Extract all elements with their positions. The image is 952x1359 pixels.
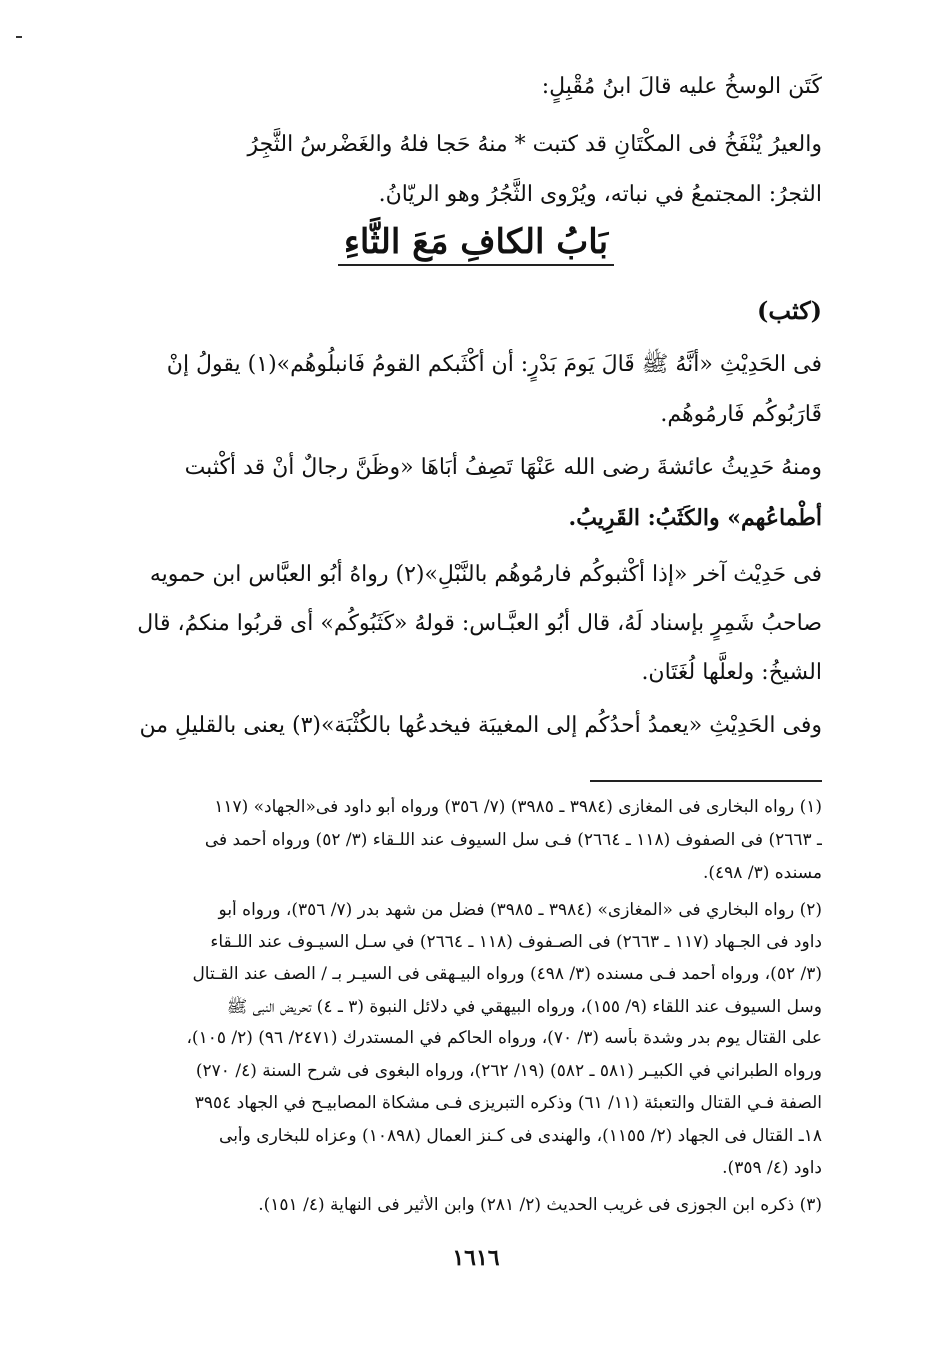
- body-line: فى الحَدِيْثِ «أنَّهُ ﷺ قَالَ يَومَ بَدْرٍ: أن أكْثَبكم القومُ فَانبلُوهُم»(١) يقولُ إنْ: [166, 352, 822, 377]
- page-number: ١٦١٦: [452, 1245, 500, 1271]
- body-line: فى حَدِيْث آخر «إذا أكْثبوكُم فارمُوهُم بالنَّبْلِ»(٢) رواهُ أبُو العبَّاس ابن حمويه: [149, 562, 822, 587]
- footnote-line: داود (٤/ ٣٥٩).: [722, 1158, 822, 1178]
- footnote-line: (٢) رواه البخاري فى «المغازى» (٣٩٨٤ ـ ٣٩٨٥) فضل من شهد بدر (٧/ ٣٥٦)، ورواه أبو: [218, 900, 822, 920]
- entry-heading: (كثب): [757, 296, 822, 325]
- body-line: ومنهُ حَدِيثُ عائشةَ رضى الله عَنْهَا تَصِفُ أبَاهَا «وظَنَّ رجالٌ أنْ قد أكْثبت: [184, 455, 822, 480]
- footnote-line: الصفة فـي القتال والتعبئة (١١/ ٦١) وذكره التبريزى فـى مشكاة المصابيـح في الجهاد ٣٩٥٤: [194, 1093, 822, 1113]
- footnote-line: على القتال يوم بدر وشدة بأسه (٣/ ٧٠)، ورواه الحاكم في المستدرك (٢٤٧١/ ٩٦) (٢/ ١٠٥)،: [186, 1028, 822, 1048]
- chapter-heading-text: بَابُ الكافِ مَعَ الثَّاءِ: [338, 222, 614, 266]
- footnote-line: ورواه الطبراني في الكبيـر (٥٨١ ـ ٥٨٢) (١٩/ ٢٦٢)، ورواه البغوى فى شرح السنة (٤/ ٢٧٠): [195, 1061, 822, 1081]
- body-line: صاحبُ شَمِرٍ بإسناد لَهُ، قال أبُو العبَّـاس: قولهُ «كَثَبُوكُم» أى قربُوا منكمُ، قال: [137, 611, 822, 636]
- scan-mark: [16, 36, 22, 38]
- footnote-line: (١) رواه البخارى فى المغازى (٣٩٨٤ ـ ٣٩٨٥) (٧/ ٣٥٦) ورواه أبو داود فى«الجهاد» (١١٧: [214, 797, 822, 817]
- footnote-line: وسل السيوف عند اللقاء (٩/ ١٥٥)، ورواه البيهقي في دلائل النبوة (٣ ـ ٤) تحريض النبى ﷺ: [226, 997, 822, 1017]
- body-line: قَارَبُوكُم فَارمُوهُم.: [660, 402, 822, 427]
- chapter-heading: [0, 222, 952, 262]
- footnote-line: مسنده (٣/ ٤٩٨).: [702, 863, 822, 883]
- body-line: الشيخُ: ولعلَّها لُغَتَان.: [641, 660, 822, 685]
- footnote-line: ١٨ـ القتال فى الجهاد (٢/ ١١٥٥)، والهندى فى كـنز العمال (١٠٨٩٨) وعزاه للبخارى وأبى: [219, 1126, 822, 1146]
- text-line: كَتَن الوسخُ عليه قالَ ابنُ مُقْبِلٍ:: [541, 74, 822, 99]
- poem-line: والعيرُ يُنْفَخُ فى المكْتَانِ قد كتبت * منهُ حَجا فلهُ والغَضْرسُ الثَّجِرُ: [247, 132, 822, 157]
- footnote-line: (٣) ذكره ابن الجوزى فى غريب الحديث (٢/ ٢٨١) وابن الأثير فى النهاية (٤/ ١٥١).: [258, 1195, 822, 1215]
- footnote-divider: [590, 780, 822, 782]
- body-line: أطْماعُهم» والكَثَبُ: القَرِيبُ.: [568, 505, 822, 531]
- text-line: الثجرُ: المجتمعُ في نباته، ويُرْوى الثَّجُرُ وهو الريّانُ.: [378, 182, 822, 207]
- footnote-line: (٣/ ٥٢)، ورواه أحمد فـى مسنده (٣/ ٤٩٨) ورواه البيـهقى فى السيـر بـ / الصف عند القـتال: [192, 964, 822, 984]
- footnote-line: داود فى الجـهاد (١١٧ ـ ٢٦٦٣) فى الصـفوف (١١٨ ـ ٢٦٦٤) في سـل السيـوف عند اللـقاء: [210, 932, 822, 952]
- footnote-line: ـ ٢٦٦٣) فى الصفوف (١١٨ ـ ٢٦٦٤) فـى سل السيوف عند اللـقاء (٣/ ٥٢) ورواه أحمد فى: [204, 830, 822, 850]
- body-line: وفى الحَدِيْثِ «يعمدُ أحدُكُم إلى المغيبَة فيخدعُها بالكُثْبَة»(٣) يعنى بالقليلِ من: [139, 713, 822, 738]
